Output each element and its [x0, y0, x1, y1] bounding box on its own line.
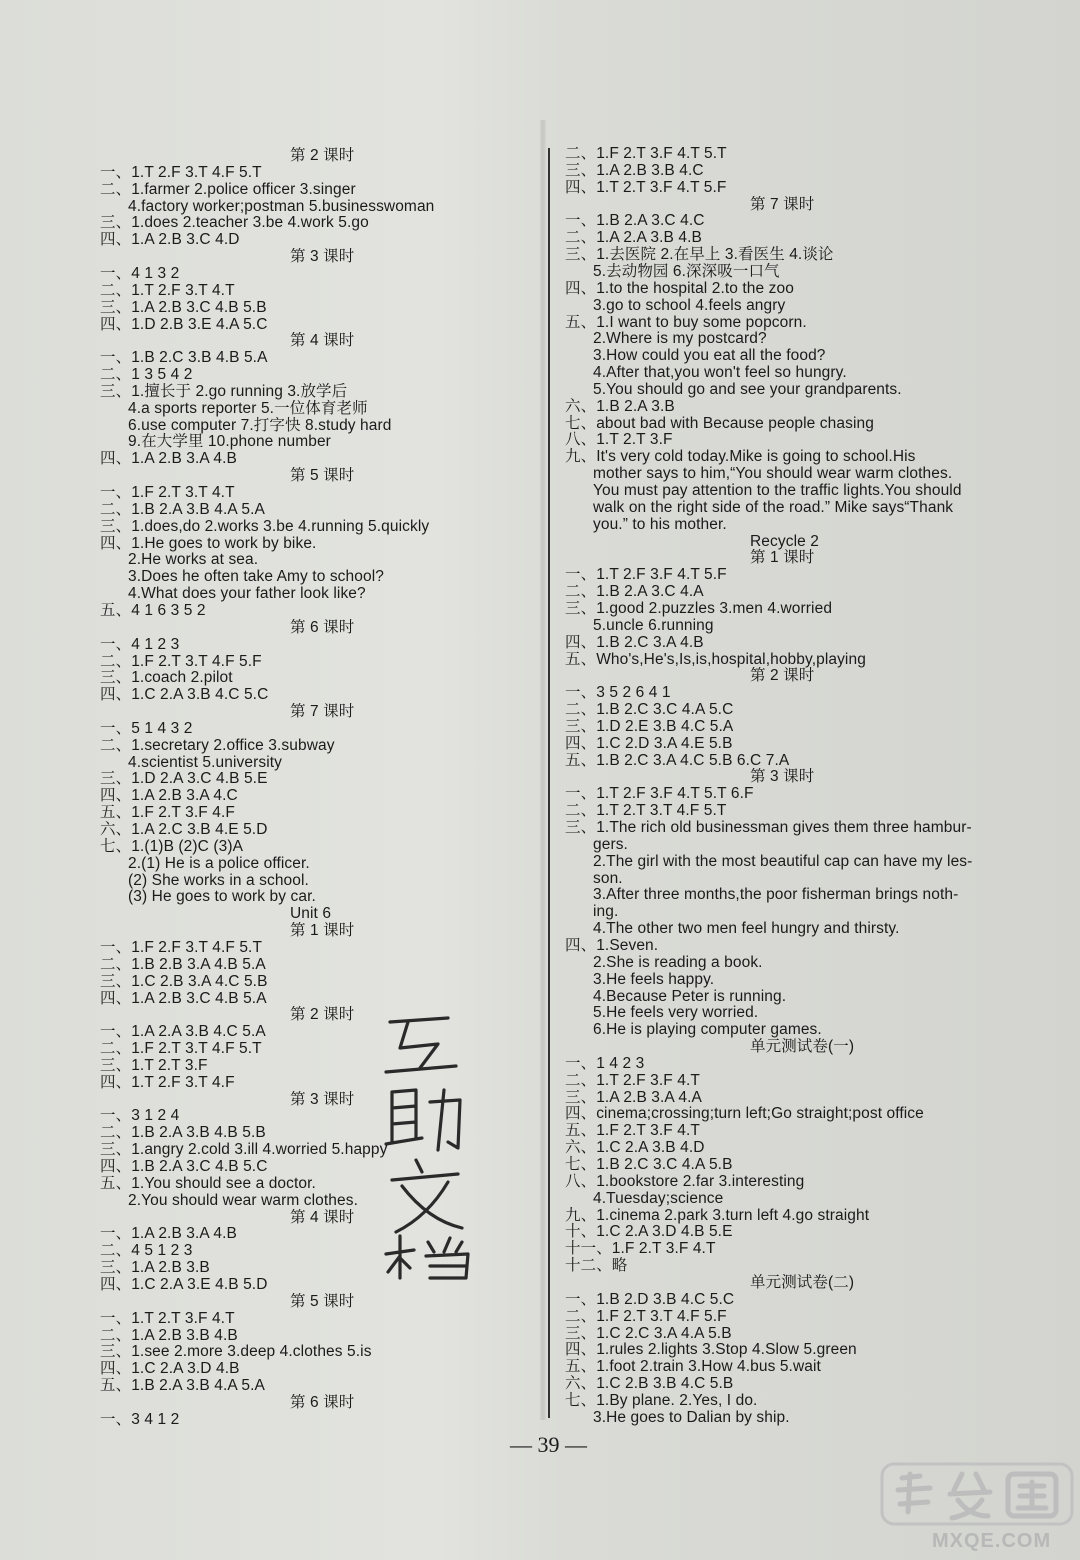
answer-line: 5.去动物园 6.深深吸一口气 [593, 262, 780, 280]
answer-line: 五、1.B 2.A 3.B 4.A 5.A [100, 1377, 265, 1395]
answer-line: 六、1.C 2.A 3.B 4.D [565, 1139, 705, 1157]
watermark-logo [880, 1460, 1075, 1528]
section-heading: 第 4 课时 [290, 332, 355, 350]
section-heading: 第 6 课时 [290, 618, 355, 636]
answer-line: 4.What does your father look like? [128, 585, 366, 603]
section-heading: 第 3 课时 [750, 768, 815, 786]
answer-line: 6.use computer 7.打字快 8.study hard [128, 416, 392, 434]
section-heading: 第 7 课时 [290, 703, 355, 721]
section-heading: 第 3 课时 [290, 248, 355, 266]
answer-line: 三、1.see 2.more 3.deep 4.clothes 5.is [100, 1343, 372, 1361]
section-heading: 第 2 课时 [290, 147, 355, 164]
answer-line: 四、1.T 2.T 3.F 4.T 5.F [565, 178, 727, 196]
answer-line: 二、1.F 2.T 3.F 4.T 5.T [565, 145, 727, 162]
answer-line: 一、4 1 2 3 [100, 635, 180, 653]
answer-line: 二、1.F 2.T 3.T 4.F 5.F [100, 652, 262, 670]
answer-line: 六、1.B 2.A 3.B [565, 397, 675, 415]
answer-line: 二、1.secretary 2.office 3.subway [100, 736, 335, 754]
answer-line: 四、1.Seven. [565, 936, 659, 954]
answer-line: 6.He is playing computer games. [593, 1021, 822, 1039]
answer-line: 一、3 1 2 4 [100, 1107, 180, 1125]
answer-line: 一、1 4 2 3 [565, 1054, 645, 1072]
answer-line: 三、1.D 2.A 3.C 4.B 5.E [100, 770, 268, 788]
section-heading: 第 2 课时 [750, 667, 815, 685]
answer-line: 四、1.C 2.A 3.B 4.C 5.C [100, 686, 269, 704]
answer-line: 3.go to school 4.feels angry [593, 296, 786, 314]
answer-line: 三、1.A 2.B 3.B [100, 1259, 210, 1277]
answer-line: 六、1.A 2.C 3.B 4.E 5.D [100, 821, 268, 838]
answer-line: 五、Who's,He's,Is,is,hospital,hobby,playing [565, 650, 866, 668]
answer-line: 三、1.coach 2.pilot [100, 669, 233, 687]
column-divider [548, 148, 550, 1418]
answer-line: 一、1.F 2.T 3.T 4.T [100, 484, 235, 501]
answer-line: 三、1.C 2.B 3.A 4.C 5.B [100, 972, 268, 990]
answer-line: 四、1.A 2.B 3.A 4.B [100, 450, 237, 468]
answer-line: 3.After three months,the poor fisherman brings noth- [593, 886, 959, 904]
answer-line: 十二、略 [565, 1257, 628, 1275]
answer-line: 二、1.A 2.B 3.B 4.B [100, 1326, 238, 1344]
answer-line: 一、1.A 2.B 3.A 4.B [100, 1225, 237, 1243]
page-fold-shadow [540, 120, 546, 1420]
answer-line: 五、4 1 6 3 5 2 [100, 601, 206, 619]
answer-line: 一、3 5 2 6 4 1 [565, 684, 671, 702]
answer-line: mother says to him,“You should wear warm clothes. [593, 465, 953, 483]
answer-line: 4.scientist 5.university [128, 753, 283, 771]
answer-line: 七、about bad with Because people chasing [565, 414, 874, 432]
answer-line: 二、1.F 2.T 3.T 4.F 5.T [100, 1040, 262, 1058]
answer-line: 三、1.A 2.B 3.B 4.C [565, 161, 704, 179]
answer-line: 四、1.B 2.A 3.C 4.B 5.C [100, 1158, 268, 1175]
answer-line: 四、1.C 2.D 3.A 4.E 5.B [565, 734, 733, 752]
answer-line: 2.The girl with the most beautiful cap can have my les- [593, 852, 973, 870]
answer-line: 六、1.C 2.B 3.B 4.C 5.B [565, 1375, 734, 1393]
answer-line: 2.She is reading a book. [593, 953, 763, 971]
answer-line: 七、1.By plane. 2.Yes, I do. [565, 1391, 758, 1409]
answer-line: 3.He feels happy. [593, 970, 715, 988]
answer-line: 三、1.angry 2.cold 3.ill 4.worried 5.happy [100, 1141, 388, 1159]
section-heading: Recycle 2 [750, 532, 819, 550]
answer-line: 四、1.He goes to work by bike. [100, 534, 317, 552]
section-heading: 第 7 课时 [750, 195, 815, 213]
answer-line: 5.He feels very worried. [593, 1004, 759, 1022]
answer-line: 9.在大学里 10.phone number [128, 433, 331, 451]
answer-line: 2.He works at sea. [128, 551, 259, 569]
answer-line: 五、1.You should see a doctor. [100, 1174, 316, 1192]
answer-line: 三、1.A 2.B 3.C 4.B 5.B [100, 298, 267, 316]
answer-line: 一、1.T 2.F 3.F 4.T 5.T 6.F [565, 785, 754, 803]
answer-line: 3.He goes to Dalian by ship. [593, 1408, 790, 1426]
answer-line: 五、1.B 2.C 3.A 4.C 5.B 6.C 7.A [565, 751, 790, 769]
answer-line: 5.You should go and see your grandparents. [593, 380, 902, 398]
answer-line: you.” to his mother. [593, 515, 727, 533]
answer-line: 四、1.B 2.C 3.A 4.B [565, 633, 704, 651]
answer-line: 4.After that,you won't feel so hungry. [593, 364, 847, 382]
answer-line: 五、1.foot 2.train 3.How 4.bus 5.wait [565, 1358, 821, 1376]
answer-line: 四、1.A 2.B 3.C 4.B 5.A [100, 989, 267, 1007]
section-heading: 单元测试卷(一) [750, 1038, 855, 1056]
answer-line: 一、1.T 2.F 3.F 4.T 5.F [565, 566, 727, 584]
answer-line: You must pay attention to the traffic lights.You should [593, 482, 962, 499]
answer-line: 二、1.B 2.A 3.B 4.B 5.B [100, 1124, 266, 1142]
answer-line: 二、1.B 2.A 3.C 4.A [565, 583, 704, 601]
answer-line: 2.(1) He is a police officer. [128, 854, 310, 872]
answer-line: 二、1.T 2.F 3.T 4.T [100, 281, 235, 299]
page-number: — 39 — [510, 1432, 587, 1457]
answer-line: 九、It's very cold today.Mike is going to school.His [565, 448, 916, 466]
answer-line: 四、1.to the hospital 2.to the zoo [565, 279, 794, 297]
answer-line: 四、1.D 2.B 3.E 4.A 5.C [100, 315, 268, 333]
answer-line: 三、1.T 2.T 3.F [100, 1056, 208, 1074]
answer-line: 一、1.F 2.F 3.T 4.F 5.T [100, 938, 263, 956]
answer-line: 2.Where is my postcard? [593, 330, 767, 348]
answer-line: 4.The other two men feel hungry and thirsty. [593, 920, 900, 938]
answer-line: walk on the right side of the road.” Mike says“Thank [593, 498, 954, 516]
section-heading: 第 4 课时 [290, 1208, 355, 1226]
answer-line: 四、1.A 2.B 3.C 4.D [100, 231, 240, 249]
answer-line: 4.a sports reporter 5.一位体育老师 [128, 399, 368, 417]
handwritten-note [378, 1010, 488, 1280]
answer-line: 四、1.C 2.A 3.D 4.B [100, 1360, 240, 1378]
answer-line: 一、3 4 1 2 [100, 1410, 180, 1428]
answer-line: 四、1.rules 2.lights 3.Stop 4.Slow 5.green [565, 1341, 857, 1359]
answer-line: 三、1.D 2.E 3.B 4.C 5.A [565, 717, 734, 735]
section-heading: 第 3 课时 [290, 1090, 355, 1108]
answer-line: 三、1.A 2.B 3.A 4.A [565, 1088, 702, 1106]
answer-line: 四、1.A 2.B 3.A 4.C [100, 787, 238, 805]
answer-line: 3.How could you eat all the food? [593, 347, 826, 365]
answer-line: 二、1.A 2.A 3.B 4.B [565, 229, 702, 247]
answer-line: 2.You should wear warm clothes. [128, 1191, 358, 1209]
answer-line: 5.uncle 6.running [593, 616, 714, 634]
answer-line: 五、1.F 2.T 3.F 4.T [565, 1122, 700, 1140]
section-heading: 第 2 课时 [290, 1006, 355, 1024]
answer-line: 三、1.擅长于 2.go running 3.放学后 [100, 382, 348, 400]
answer-line: ing. [593, 903, 619, 921]
answer-line: 一、1.A 2.A 3.B 4.C 5.A [100, 1023, 266, 1041]
section-heading: 第 6 课时 [290, 1393, 355, 1411]
answer-line: 三、1.去医院 2.在早上 3.看医生 4.谈论 [565, 246, 834, 264]
answer-line: 二、1.B 2.A 3.B 4.A 5.A [100, 500, 265, 518]
answer-line: 二、1.farmer 2.police officer 3.singer [100, 180, 356, 198]
answer-line: 三、1.The rich old businessman gives them three hambur- [565, 819, 972, 836]
answer-line: (2) She works in a school. [128, 871, 309, 889]
answer-line: 二、1.B 2.B 3.A 4.B 5.A [100, 955, 266, 973]
answer-line: 一、1.B 2.A 3.C 4.C [565, 212, 705, 230]
answer-line: 三、1.does 2.teacher 3.be 4.work 5.go [100, 214, 369, 232]
answer-line: 五、1.F 2.T 3.F 4.F [100, 804, 235, 822]
answer-line: 三、1.C 2.C 3.A 4.A 5.B [565, 1324, 732, 1342]
answer-line: 七、1.B 2.C 3.C 4.A 5.B [565, 1156, 733, 1173]
answer-line: 二、4 5 1 2 3 [100, 1242, 193, 1260]
answer-line: 九、1.cinema 2.park 3.turn left 4.go straight [565, 1206, 870, 1224]
section-heading: 第 1 课时 [750, 549, 815, 567]
answer-line: 四、1.T 2.F 3.T 4.F [100, 1073, 235, 1091]
section-heading: Unit 6 [290, 905, 332, 923]
answer-line: 3.Does he often take Amy to school? [128, 568, 384, 586]
answer-line: 十一、1.F 2.T 3.F 4.T [565, 1240, 716, 1258]
answer-line: 一、1.B 2.D 3.B 4.C 5.C [565, 1290, 735, 1308]
answer-line: 三、1.does,do 2.works 3.be 4.running 5.quickly [100, 517, 430, 535]
answer-line: 4.Because Peter is running. [593, 987, 787, 1005]
answer-line: 八、1.bookstore 2.far 3.interesting [565, 1172, 805, 1190]
answer-line: 八、1.T 2.T 3.F [565, 431, 673, 449]
answer-line: 一、1.B 2.C 3.B 4.B 5.A [100, 349, 268, 367]
answer-line: 一、4 1 3 2 [100, 264, 180, 282]
answer-line: 一、5 1 4 3 2 [100, 719, 193, 737]
answer-line: 二、1.T 2.F 3.F 4.T [565, 1071, 700, 1089]
answer-line: 二、1.F 2.T 3.T 4.F 5.F [565, 1307, 727, 1325]
answer-line: 一、1.T 2.T 3.F 4.T [100, 1309, 235, 1327]
section-heading: 单元测试卷(二) [750, 1273, 855, 1291]
section-heading: 第 1 课时 [290, 922, 355, 940]
answer-line: 三、1.good 2.puzzles 3.men 4.worried [565, 599, 833, 617]
answer-line: 四、cinema;crossing;turn left;Go straight;post office [565, 1105, 924, 1123]
answer-line: son. [593, 869, 623, 887]
answer-line: 一、1.T 2.F 3.T 4.F 5.T [100, 163, 262, 181]
answer-line: 四、1.C 2.A 3.E 4.B 5.D [100, 1275, 268, 1293]
answer-line: 二、1 3 5 4 2 [100, 366, 193, 384]
answer-line: 七、1.(1)B (2)C (3)A [100, 837, 244, 855]
section-heading: 第 5 课时 [290, 1292, 355, 1310]
section-heading: 第 5 课时 [290, 467, 355, 485]
answer-line: 十、1.C 2.A 3.D 4.B 5.E [565, 1223, 733, 1241]
answer-line: 二、1.B 2.C 3.C 4.A 5.C [565, 701, 734, 719]
answer-line: gers. [593, 835, 628, 853]
answer-line: 二、1.T 2.T 3.T 4.F 5.T [565, 802, 727, 820]
watermark [880, 1460, 1075, 1556]
answer-line: 4.factory worker;postman 5.businesswoman [128, 197, 435, 215]
answer-line: 五、1.I want to buy some popcorn. [565, 313, 807, 331]
watermark-domain: MXQE.COM [932, 1530, 1052, 1552]
answer-line: 4.Tuesday;science [593, 1189, 724, 1207]
answer-line: (3) He goes to work by car. [128, 888, 316, 906]
